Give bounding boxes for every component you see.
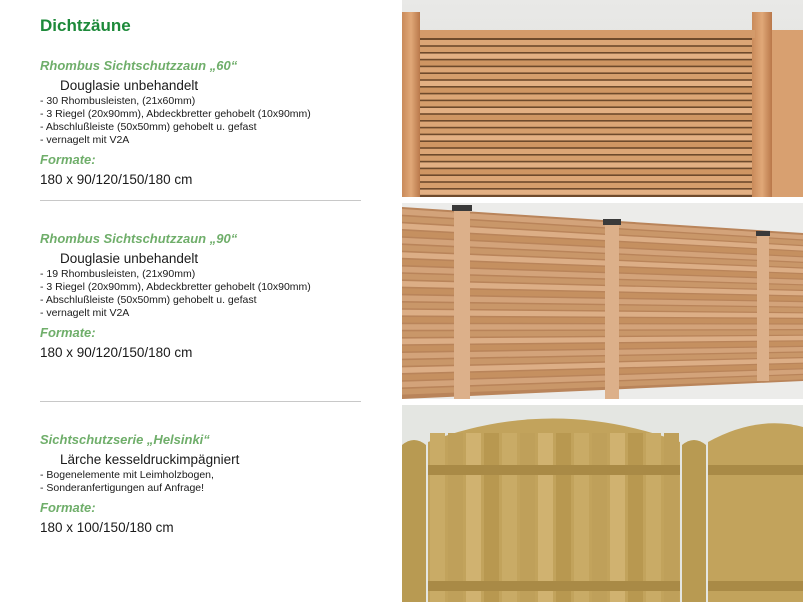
spec-item: - vernagelt mit V2A bbox=[40, 134, 130, 146]
spec-item: - vernagelt mit V2A bbox=[40, 307, 130, 319]
formats-value: 180 x 90/120/150/180 cm bbox=[40, 345, 193, 360]
spec-list bbox=[40, 469, 370, 495]
product-title: Rhombus Sichtschutzzaun „90“ bbox=[40, 231, 238, 246]
product-title: Sichtschutzserie „Helsinki“ bbox=[40, 432, 210, 447]
product-title: Rhombus Sichtschutzzaun „60“ bbox=[40, 58, 238, 73]
formats-label: Formate: bbox=[40, 500, 96, 515]
fence-long-run-photo bbox=[402, 203, 803, 399]
product-material: Douglasie unbehandelt bbox=[60, 251, 199, 266]
spec-item: - Sonderanfertigungen auf Anfrage! bbox=[40, 482, 205, 494]
spec-item: - 19 Rhombusleisten, (21x90mm) bbox=[40, 268, 196, 280]
formats-value: 180 x 100/150/180 cm bbox=[40, 520, 174, 535]
divider bbox=[40, 200, 361, 201]
spec-item: - Abschlußleiste (50x50mm) gehobelt u. gefast bbox=[40, 121, 257, 133]
formats-label: Formate: bbox=[40, 152, 96, 167]
formats-value: 180 x 90/120/150/180 cm bbox=[40, 172, 193, 187]
formats-label: Formate: bbox=[40, 325, 96, 340]
product-material: Douglasie unbehandelt bbox=[60, 78, 199, 93]
spec-list bbox=[40, 95, 370, 147]
divider bbox=[40, 401, 361, 402]
fence-horizontal-slats-photo bbox=[402, 0, 803, 197]
fence-arched-helsinki-photo bbox=[402, 405, 803, 602]
product-section-helsinki bbox=[40, 432, 370, 536]
product-section-90 bbox=[40, 231, 370, 361]
spec-list bbox=[40, 268, 370, 320]
spec-item: - 3 Riegel (20x90mm), Abdeckbretter gehobelt (10x90mm) bbox=[40, 281, 311, 293]
spec-item: - 3 Riegel (20x90mm), Abdeckbretter gehobelt (10x90mm) bbox=[40, 108, 311, 120]
page-title: Dichtzäune bbox=[40, 16, 131, 35]
spec-item: - 30 Rhombusleisten, (21x60mm) bbox=[40, 95, 196, 107]
product-section-60 bbox=[40, 58, 370, 188]
spec-item: - Bogenelemente mit Leimholzbogen, bbox=[40, 469, 214, 481]
product-material: Lärche kesseldruckimpägniert bbox=[60, 452, 240, 467]
spec-item: - Abschlußleiste (50x50mm) gehobelt u. gefast bbox=[40, 294, 257, 306]
